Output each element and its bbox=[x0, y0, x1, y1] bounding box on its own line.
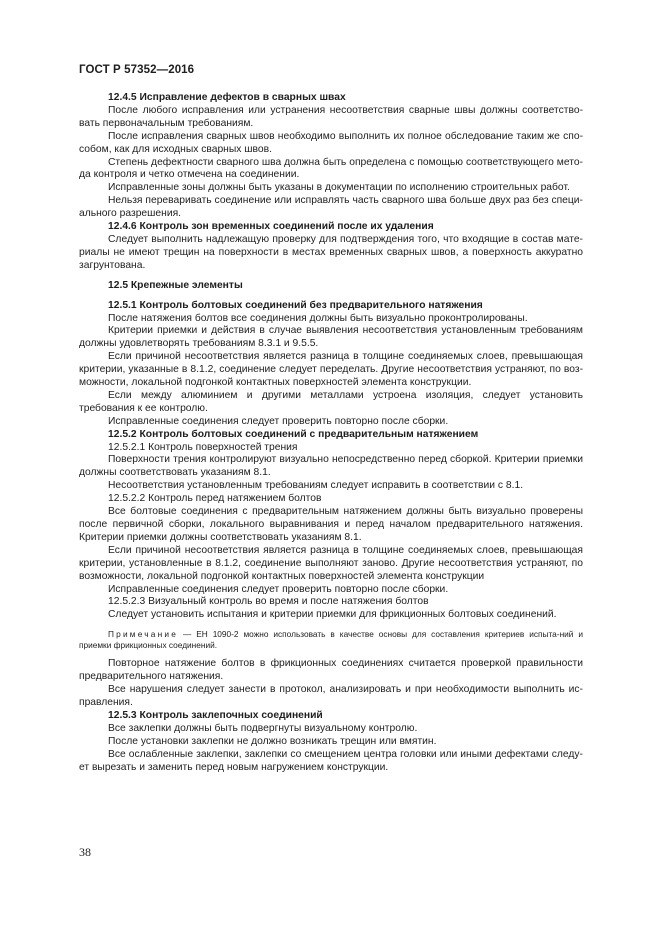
paragraph: Исправленные соединения следует проверить повторно после сборки. bbox=[108, 415, 449, 427]
paragraph: Повторное натяжение болтов в фрикционных соединениях считается проверкой правильности предварительного натяжения. bbox=[79, 658, 583, 683]
note-text: — ЕН 1090-2 можно использовать в качестве основы для составления критериев испыта-ний и приемки фрикционных соединений. bbox=[79, 629, 583, 651]
paragraph: Следует выполнить надлежащую проверку для подтверждения того, что входящие в состав мате-риалы не имеют трещин на поверхности в местах временных сварных швов, а поверхность аккуратно загрунтована. bbox=[79, 233, 583, 271]
note-label: Примечание bbox=[108, 629, 179, 640]
paragraph: Исправленные зоны должны быть указаны в документации по исполнению строительных работ. bbox=[108, 182, 570, 194]
paragraph: Степень дефектности сварного шва должна быть определена с помощью соответствующего мето-да контроля и четко отмечена на соединении. bbox=[79, 156, 583, 181]
subheading-12-5-2-2: 12.5.2.2 Контроль перед натяжением болтов bbox=[108, 493, 322, 505]
note bbox=[79, 629, 583, 651]
paragraph: Если причиной несоответствия является разница в толщине соединяемых слоев, превышающая критерии, указанные в 8.1.2, соединение следует переделать. Другие несоответствия устраняют, по воз-можности, локальной подгонкой контактных поверхностей элемента конструкции. bbox=[79, 351, 583, 389]
paragraph: Все нарушения следует занести в протокол, анализировать и при необходимости выполнить ис-правления. bbox=[79, 684, 583, 708]
heading-12-4-5: 12.4.5 Исправление дефектов в сварных швах bbox=[108, 92, 346, 103]
paragraph: После любого исправления или устранения несоответствия сварные швы должны соответство-вать первоначальным требованиям. bbox=[79, 104, 583, 129]
paragraph: После натяжения болтов все соединения должны быть визуально проконтролированы. bbox=[108, 312, 528, 324]
paragraph: Все заклепки должны быть подвергнуты визуальному контролю. bbox=[108, 722, 418, 734]
paragraph: Все болтовые соединения с предварительным натяжением должны быть визуально проверены после первичной сборки, локального выравнивания и перед началом предварительного натяжения. Критерии приемки должны соответствовать указаниям 8.1. bbox=[79, 506, 583, 543]
heading-12-5-1: 12.5.1 Контроль болтовых соединений без предварительного натяжения bbox=[108, 299, 483, 311]
paragraph: Следует установить испытания и критерии приемки для фрикционных болтовых соединений. bbox=[108, 609, 557, 621]
paragraph: После исправления сварных швов необходимо выполнить их полное обследование таким же спо-собом, как для исходных сварных швов. bbox=[79, 130, 583, 155]
heading-12-5-2: 12.5.2 Контроль болтовых соединений с предварительным натяжением bbox=[108, 428, 479, 440]
paragraph: После установки заклепки не должно возникать трещин или вмятин. bbox=[108, 735, 437, 747]
paragraph: Если между алюминием и другими металлами устроена изоляция, следует установить требования к ее контролю. bbox=[79, 389, 583, 414]
paragraph: Критерии приемки и действия в случае выявления несоответствия установленным требованиям должны удовлетворять требованиям 8.3.1 и 9.5.5. bbox=[79, 325, 583, 350]
paragraph: Исправленные соединения следует проверить повторно после сборки. bbox=[108, 583, 449, 595]
paragraph: Поверхности трения контролируют визуально непосредственно перед сборкой. Критерии приемки должны соответствовать указаниям 8.1. bbox=[79, 454, 583, 479]
paragraph: Нельзя переваривать соединение или исправлять часть сварного шва больше двух раз без специ-ального разрешения. bbox=[79, 195, 583, 220]
paragraph: Все ослабленные заклепки, заклепки со смещением центра головки или иными дефектами следу-ет вырезать и заменить перед новым нагружением конструкции. bbox=[79, 748, 583, 773]
paragraph: Несоответствия установленным требованиям следует исправить в соответствии с 8.1. bbox=[108, 480, 524, 492]
heading-12-5: 12.5 Крепежные элементы bbox=[108, 279, 243, 291]
paragraph: Если причиной несоответствия является разница в толщине соединяемых слоев, превышающая критерии, установленные в 8.1.2, соединение выполняют заново. Другие несоответствия устраняют, по возможности, локальной подгонкой контактных поверхностей элемента конструкции bbox=[79, 544, 583, 582]
heading-12-5-3: 12.5.3 Контроль заклепочных соединений bbox=[108, 709, 323, 721]
subheading-12-5-2-1: 12.5.2.1 Контроль поверхностей трения bbox=[108, 441, 298, 453]
subheading-12-5-2-3: 12.5.2.3 Визуальный контроль во время и после натяжения болтов bbox=[108, 596, 429, 608]
document-body bbox=[79, 92, 583, 774]
page-number: 38 bbox=[79, 845, 91, 859]
standard-header: ГОСТ Р 57352—2016 bbox=[79, 64, 195, 76]
heading-12-4-6: 12.4.6 Контроль зон временных соединений после их удаления bbox=[108, 221, 434, 233]
